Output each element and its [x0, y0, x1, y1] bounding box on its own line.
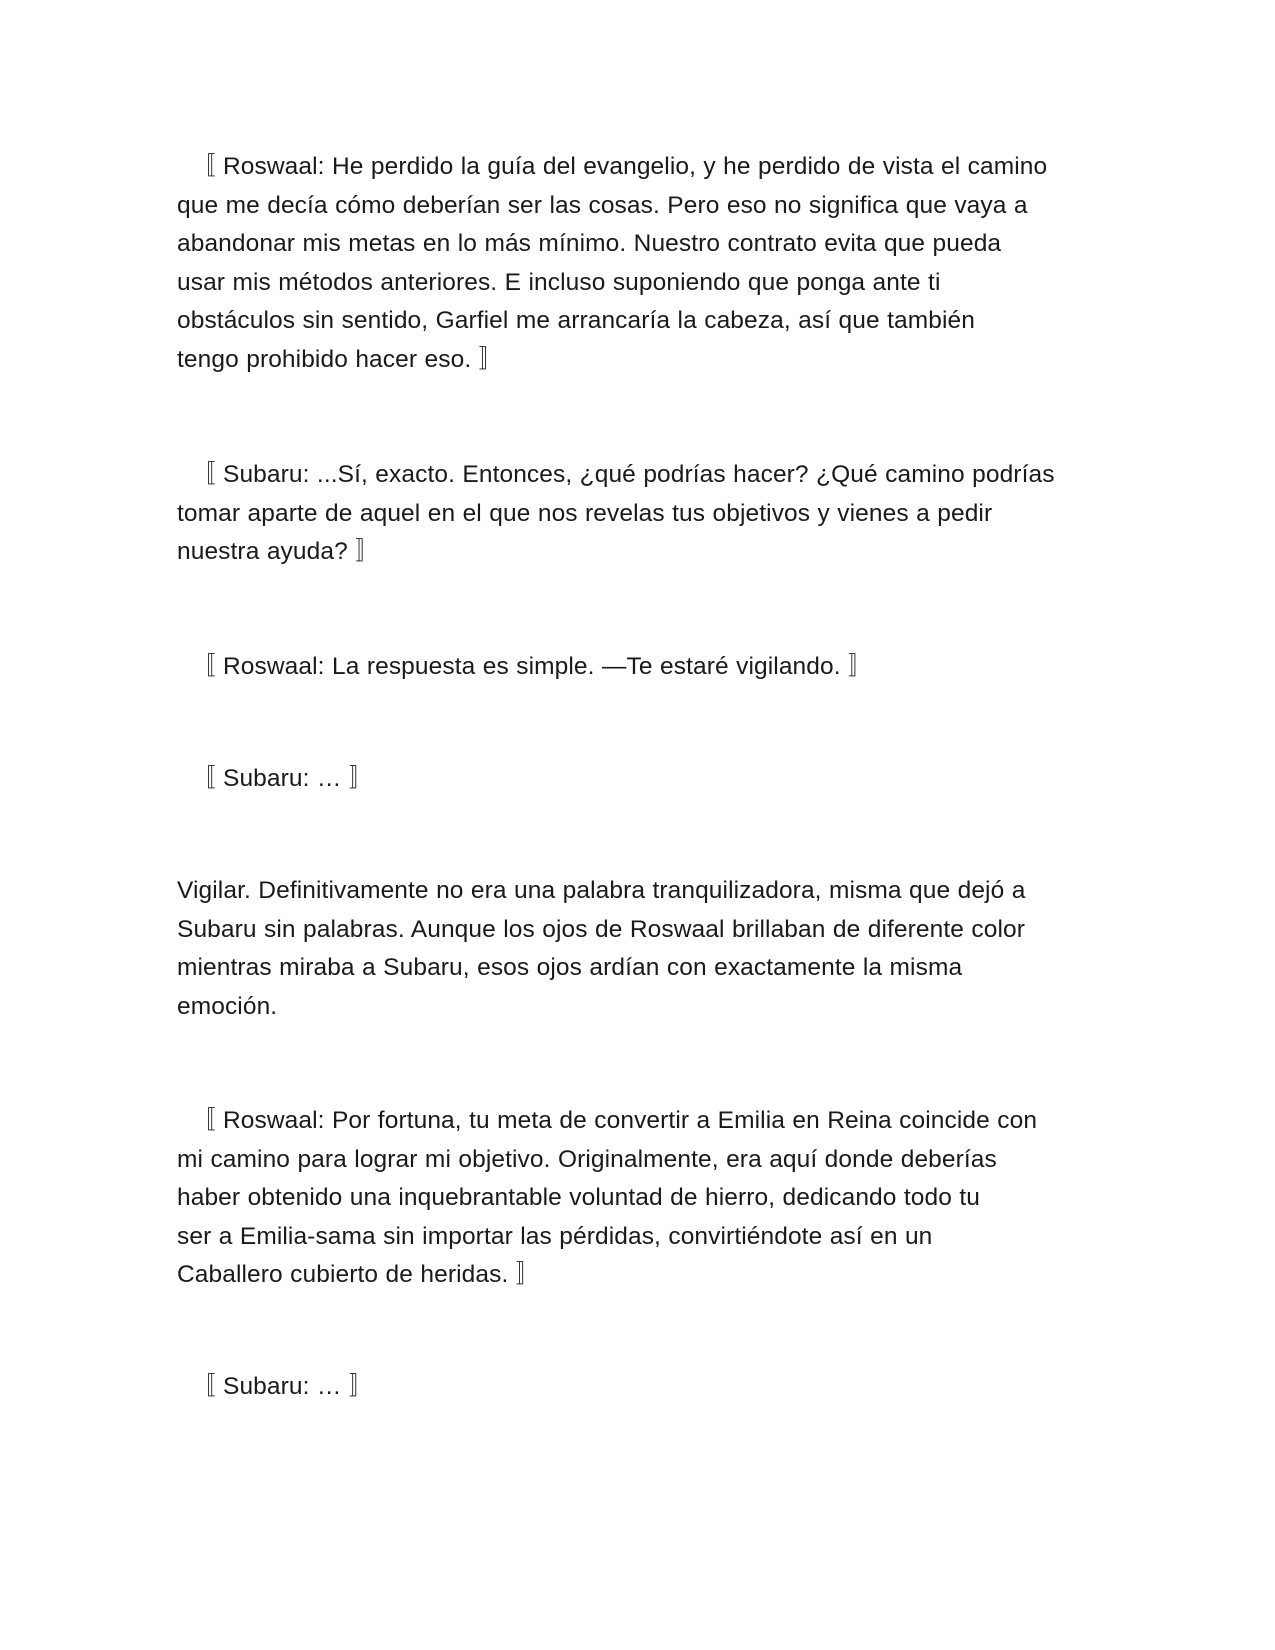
dialogue-paragraph-subaru-1: [177, 456, 1107, 572]
text-line: tengo prohibido hacer eso. 〛: [177, 345, 504, 373]
dialogue-paragraph-roswaal-1: [177, 148, 1107, 380]
text-line: nuestra ayuda? 〛: [177, 538, 380, 566]
text-line: que me decía cómo deberían ser las cosas. Pero eso no significa que vaya a: [177, 191, 1028, 219]
text-line: mientras miraba a Subaru, esos ojos ardían con exactamente la misma: [177, 954, 963, 982]
text-line: 〚 Roswaal: He perdido la guía del evangelio, y he perdido de vista el camino: [191, 153, 1048, 180]
text-line: Caballero cubierto de heridas. 〛: [177, 1261, 541, 1289]
text-line: mi camino para lograr mi objetivo. Originalmente, era aquí donde deberías: [177, 1145, 997, 1173]
text-line: 〚 Subaru: ...Sí, exacto. Entonces, ¿qué podrías hacer? ¿Qué camino podrías: [191, 461, 1055, 488]
dialogue-paragraph-subaru-3: [177, 1368, 1107, 1407]
narration-paragraph: [177, 872, 1107, 1026]
text-line: haber obtenido una inquebrantable voluntad de hierro, dedicando todo tu: [177, 1184, 981, 1212]
text-line: emoción.: [177, 992, 278, 1020]
text-line: usar mis métodos anteriores. E incluso suponiendo que ponga ante ti: [177, 268, 941, 296]
text-line: obstáculos sin sentido, Garfiel me arrancaría la cabeza, así que también: [177, 307, 975, 335]
text-line: 〚 Subaru: … 〛: [191, 1373, 374, 1400]
text-line: Subaru sin palabras. Aunque los ojos de Roswaal brillaban de diferente color: [177, 915, 1025, 943]
text-line: 〚 Roswaal: La respuesta es simple. —Te estaré vigilando. 〛: [191, 653, 873, 680]
text-line: abandonar mis metas en lo más mínimo. Nuestro contrato evita que pueda: [177, 230, 1002, 258]
text-line: tomar aparte de aquel en el que nos revelas tus objetivos y vienes a pedir: [177, 499, 993, 527]
text-line: 〚 Subaru: … 〛: [191, 765, 374, 792]
text-line: Vigilar. Definitivamente no era una palabra tranquilizadora, misma que dejó a: [177, 877, 1026, 904]
text-line: 〚 Roswaal: Por fortuna, tu meta de convertir a Emilia en Reina coincide con: [191, 1107, 1038, 1134]
dialogue-paragraph-roswaal-2: [177, 648, 1107, 687]
dialogue-paragraph-subaru-2: [177, 760, 1107, 799]
dialogue-paragraph-roswaal-3: [177, 1102, 1107, 1295]
text-line: ser a Emilia-sama sin importar las pérdidas, convirtiéndote así en un: [177, 1222, 933, 1250]
